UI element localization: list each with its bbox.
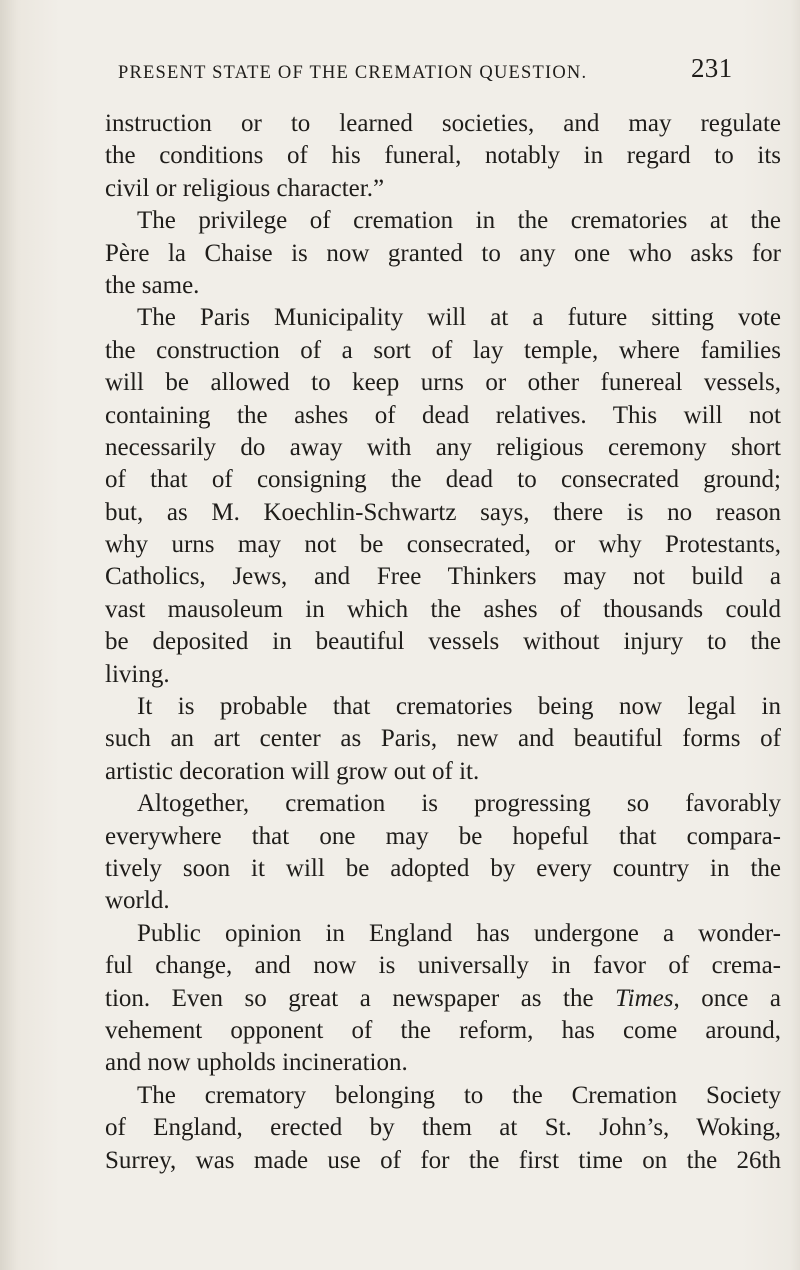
text-line — [105, 335, 781, 367]
italic-title: Times — [615, 984, 674, 1012]
text-line-content: Public opinion in England has undergone a wonder- — [137, 919, 781, 947]
text-line — [105, 302, 781, 334]
text-line — [105, 821, 781, 853]
text-line-content: be deposited in beautiful vessels without injury to the — [105, 628, 781, 656]
text-line — [105, 497, 781, 529]
text-line-content: everywhere that one may be hopeful that compara- — [105, 822, 781, 850]
text-line — [105, 205, 781, 237]
text-line-content: will be allowed to keep urns or other funereal vessels, — [105, 369, 781, 397]
text-line — [105, 367, 781, 399]
body-text — [105, 108, 781, 1177]
text-line — [105, 723, 781, 755]
running-head — [118, 53, 798, 84]
text-line — [105, 1047, 781, 1079]
text-line-content: civil or religious character.” — [105, 174, 385, 202]
text-line-content: such an art center as Paris, new and beautiful forms of — [105, 725, 781, 753]
text-line — [105, 659, 781, 691]
text-line-content: The Paris Municipality will at a future sitting vote — [137, 304, 781, 332]
text-line — [105, 950, 781, 982]
text-line — [105, 1145, 781, 1177]
running-head-title: PRESENT STATE OF THE CREMATION QUESTION. — [118, 63, 588, 83]
text-line — [105, 853, 781, 885]
text-line-content: necessarily do away with any religious ceremony short — [105, 433, 781, 461]
text-line-content: The crematory belonging to the Cremation Society — [137, 1081, 781, 1109]
text-line — [105, 885, 781, 917]
text-line — [105, 594, 781, 626]
text-line — [105, 626, 781, 658]
text-line-content: instruction or to learned societies, and may regulate — [105, 110, 781, 137]
text-line — [105, 173, 781, 205]
text-line — [105, 400, 781, 432]
text-line — [105, 983, 781, 1015]
text-line-content: but, as M. Koechlin-Schwartz says, there is no reason — [105, 498, 781, 526]
text-line — [105, 140, 781, 172]
text-line — [105, 270, 781, 302]
text-line — [105, 1015, 781, 1047]
text-line — [105, 918, 781, 950]
text-line-content: tion. Even so great a newspaper as the Times, once a — [105, 984, 781, 1012]
text-line — [105, 108, 781, 140]
text-line-content: vehement opponent of the reform, has come around, — [105, 1016, 781, 1044]
text-line-content: Père la Chaise is now granted to any one who asks for — [105, 239, 781, 267]
text-line-content: Surrey, was made use of for the first time on the 26th — [105, 1146, 781, 1174]
text-line-content: living. — [105, 660, 170, 688]
page-number: 231 — [691, 53, 733, 83]
text-line-content: tively soon it will be adopted by every country in the — [105, 854, 781, 882]
text-line-content: Altogether, cremation is progressing so favorably — [137, 790, 781, 818]
text-line — [105, 561, 781, 593]
text-line — [105, 691, 781, 723]
text-line-content: and now upholds incineration. — [105, 1049, 408, 1077]
text-line-content: the construction of a sort of lay temple, where families — [105, 336, 781, 364]
text-line-content: the same. — [105, 271, 200, 299]
text-line-content: ful change, and now is universally in favor of crema- — [105, 952, 781, 980]
text-line — [105, 529, 781, 561]
text-line — [105, 1112, 781, 1144]
text-line — [105, 464, 781, 496]
text-line-content: Catholics, Jews, and Free Thinkers may not build a — [105, 563, 781, 591]
text-line-content: artistic decoration will grow out of it. — [105, 757, 480, 785]
text-line — [105, 238, 781, 270]
text-line-content: why urns may not be consecrated, or why Protestants, — [105, 531, 781, 559]
text-line-content: world. — [105, 887, 170, 915]
text-line — [105, 1080, 781, 1112]
text-line-content: It is probable that crematories being now legal in — [137, 693, 781, 721]
text-line-content: containing the ashes of dead relatives. This will not — [105, 401, 781, 429]
text-line-content: vast mausoleum in which the ashes of thousands could — [105, 595, 781, 623]
text-line-content: The privilege of cremation in the crematories at the — [137, 207, 781, 235]
text-line — [105, 788, 781, 820]
text-line-content: the conditions of his funeral, notably in regard to its — [105, 142, 781, 170]
text-line — [105, 756, 781, 788]
text-line-content: of that of consigning the dead to consecrated ground; — [105, 466, 781, 494]
text-line-content: of England, erected by them at St. John’s, Woking, — [105, 1114, 781, 1142]
text-line — [105, 432, 781, 464]
